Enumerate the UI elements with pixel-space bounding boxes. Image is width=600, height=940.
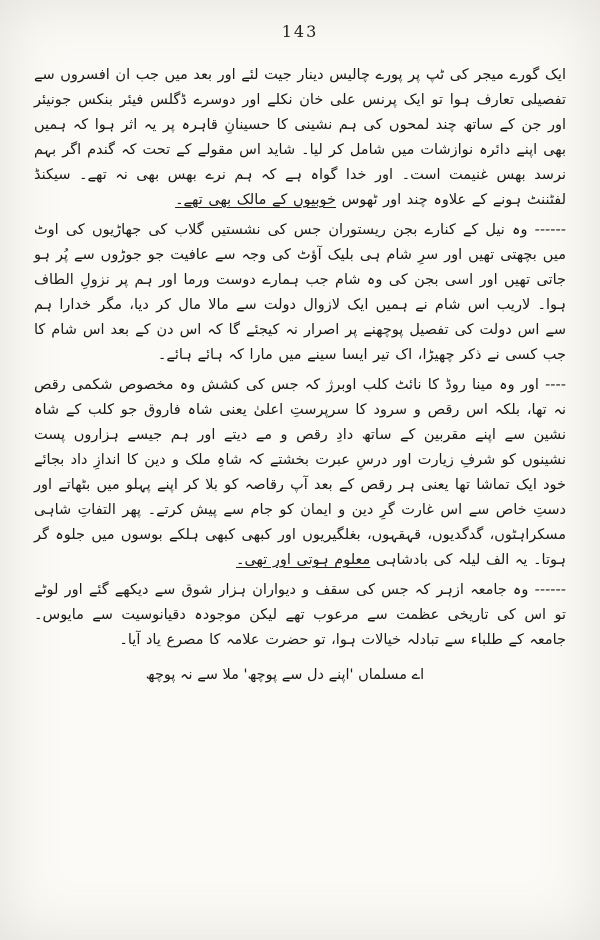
paragraph-1-underlined-text: خوبیوں کے مالک بھی تھے۔ <box>175 192 336 208</box>
paragraph-2-text: ------ وہ نیل کے کنارے بجن ریستوران جس کی نشستیں گلاب کی جھاڑیوں کی اوٹ میں بچھتی تھیں اور سرِ شام ہی بلیک آؤٹ کی وجہ سے عافیت جو جوڑوں سے پُر ہو جاتی تھیں اور اسی بجن کی وہ شام جب ہمارے دوست ورما اور ہم پر نزولِ الطاف ہوا۔ لاریب اس شام نے ہمیں ایک لازوال دولت سے مالا مال کر دیا، مگر خدارا ہم سے اس دولت کی تفصیل پوچھنے پر اصرار نہ کیجئے گا کہ اس دن کے بعد اس شام کا جب کسی نے ذکر چھیڑا، اک تیر ایسا سینے میں مارا کہ ہائے ہائے۔ <box>34 222 566 363</box>
body-text <box>34 63 566 688</box>
paragraph-4-text: ------ وہ جامعہ ازہر کہ جس کی سقف و دیواران ہزار شوق سے دیکھے گئے اور لوٹے تو اس کی تاریخی عظمت سے مرعوب تھے لیکن موجودہ دقیانوسیت سے مایوس۔ جامعہ کے طلباء سے تبادلہ خیالات ہوا، تو حضرت علامہ کا مصرع یاد آیا۔ <box>34 582 566 648</box>
paragraph-3-text: ---- اور وہ مینا روڈ کا نائٹ کلب اوبرژ کہ جس کی کشش وہ مخصوص شکمی رقص نہ تھا، بلکہ اس رقص و سرود کا سرپرستِ اعلیٰ یعنی شاہ فاروق جو کلب کے شاہ نشین سے اپنے مقربین کے ساتھ دادِ رقص و مے دیتے اور ہم جیسے ہزاروں پست نشینوں کو شرفِ زیارت اور درسِ عبرت بخشتے کہ شاہِ ملک و دین کا اندازِ داد بجائے خود ایک تماشا تھا یعنی ہر رقص کے بعد آپ رقاصہ کو بلا کر اپنے پہلو میں بٹھاتے اور دستِ خاص سے اس غارت گرِ دین و ایمان کو جام سے پیش کرتے۔ پھر التفاتِ شاہی مسکراہٹوں، گدگدیوں، قہقہوں، بغلگیریوں اور کبھی کبھی ہلکے بوسوں میں جلوہ گر ہوتا۔ یہ الف لیلہ کی بادشاہی <box>34 377 566 568</box>
paragraph-3 <box>34 373 566 573</box>
page-number: 143 <box>281 22 319 41</box>
paragraph-1-text: ایک گورے میجر کی ٹپ پر پورے چالیس دینار جیت لئے اور بعد میں جب ان افسروں سے تفصیلی تعارف ہوا تو ایک پرنس علی خان نکلے اور دوسرے ڈگلس فیئر بنکس جونیئر اور جن کے ساتھ چند لمحوں کی ہم نشینی کا حسینانِ قاہرہ پر یہ اثر ہوا کہ ہمیں بھی اپنے دائرہ نوازشات میں شامل کر لیا۔ شاید اس مقولے کے تحت کہ گندم اگر بہم نرسد بھس غنیمت است۔ اور خدا گواہ ہے کہ ہم نرے بھس بھی نہ تھے۔ سیکنڈ لفٹننٹ ہونے کے علاوہ چند اور ٹھوس <box>34 67 566 208</box>
paragraph-2 <box>34 218 566 368</box>
paragraph-1 <box>34 63 566 213</box>
verse-line: اے مسلماں 'اپنے دل سے پوچھ' ملا سے نہ پوچھ <box>145 667 425 683</box>
paragraph-4 <box>34 578 566 653</box>
paragraph-3-underlined-text: معلوم ہوتی اور تھی۔ <box>235 552 371 568</box>
